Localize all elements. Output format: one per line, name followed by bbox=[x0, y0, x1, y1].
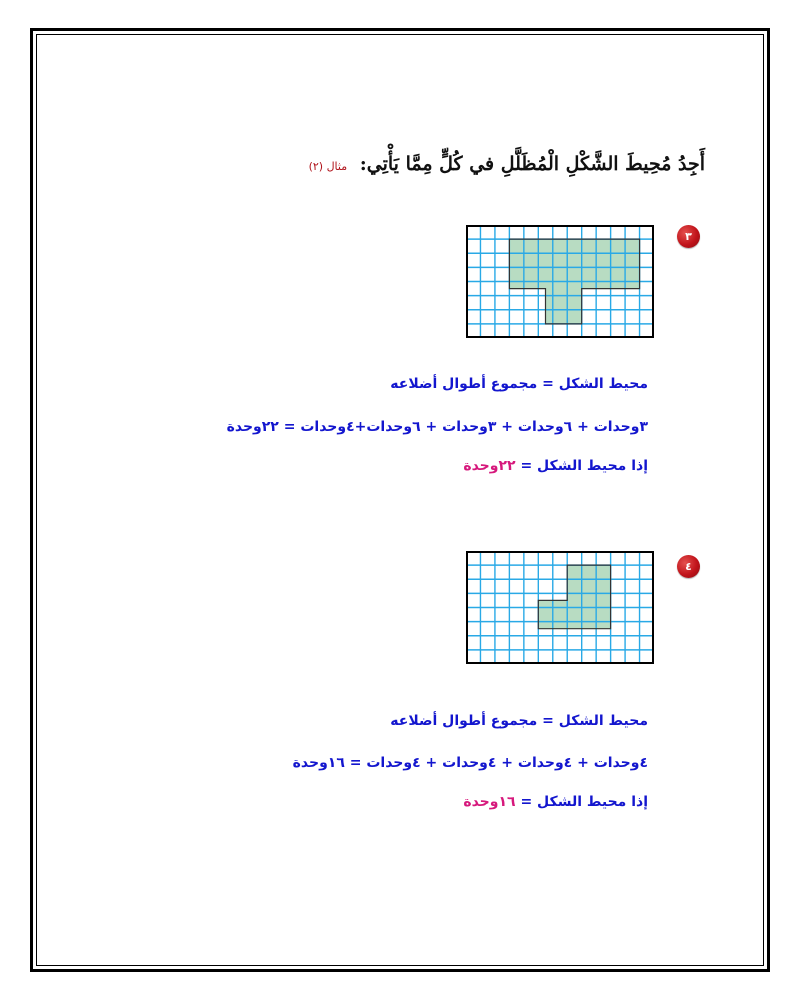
problem-number-badge bbox=[677, 555, 700, 578]
calculation-line: ٤وحدات + ٤وحدات + ٤وحدات + ٤وحدات = ١٦وحدة bbox=[292, 755, 648, 771]
result-prefix: إذا محيط الشكل = bbox=[520, 794, 648, 810]
problem-number: ٣ bbox=[685, 230, 692, 243]
exercise-instruction bbox=[309, 153, 705, 175]
result-value: ١٦وحدة bbox=[463, 794, 516, 810]
grid-lines bbox=[466, 551, 654, 664]
formula-line: محيط الشكل = مجموع أطوال أضلاعه bbox=[390, 376, 648, 392]
problem-number: ٤ bbox=[685, 560, 692, 573]
problem-number-badge bbox=[677, 225, 700, 248]
formula-line: محيط الشكل = مجموع أطوال أضلاعه bbox=[390, 713, 648, 729]
result-value: ٢٢وحدة bbox=[463, 458, 516, 474]
instruction-text: أَجِدُ مُحِيطَ الشَّكْلِ الْمُظَلَّلِ في كُلٍّ مِمَّا يَأْتِي: bbox=[359, 153, 705, 175]
example-reference: مثال (٢) bbox=[308, 160, 348, 173]
grid-figure-3 bbox=[466, 225, 654, 338]
shaded-l-shape bbox=[538, 565, 610, 629]
calculation-line: ٣وحدات + ٦وحدات + ٣وحدات + ٦وحدات+٤وحدات = ٢٢وحدة bbox=[226, 419, 648, 435]
result-prefix: إذا محيط الشكل = bbox=[520, 458, 648, 474]
result-line bbox=[463, 458, 648, 474]
grid-figure-4 bbox=[466, 551, 654, 664]
result-line bbox=[463, 794, 648, 810]
